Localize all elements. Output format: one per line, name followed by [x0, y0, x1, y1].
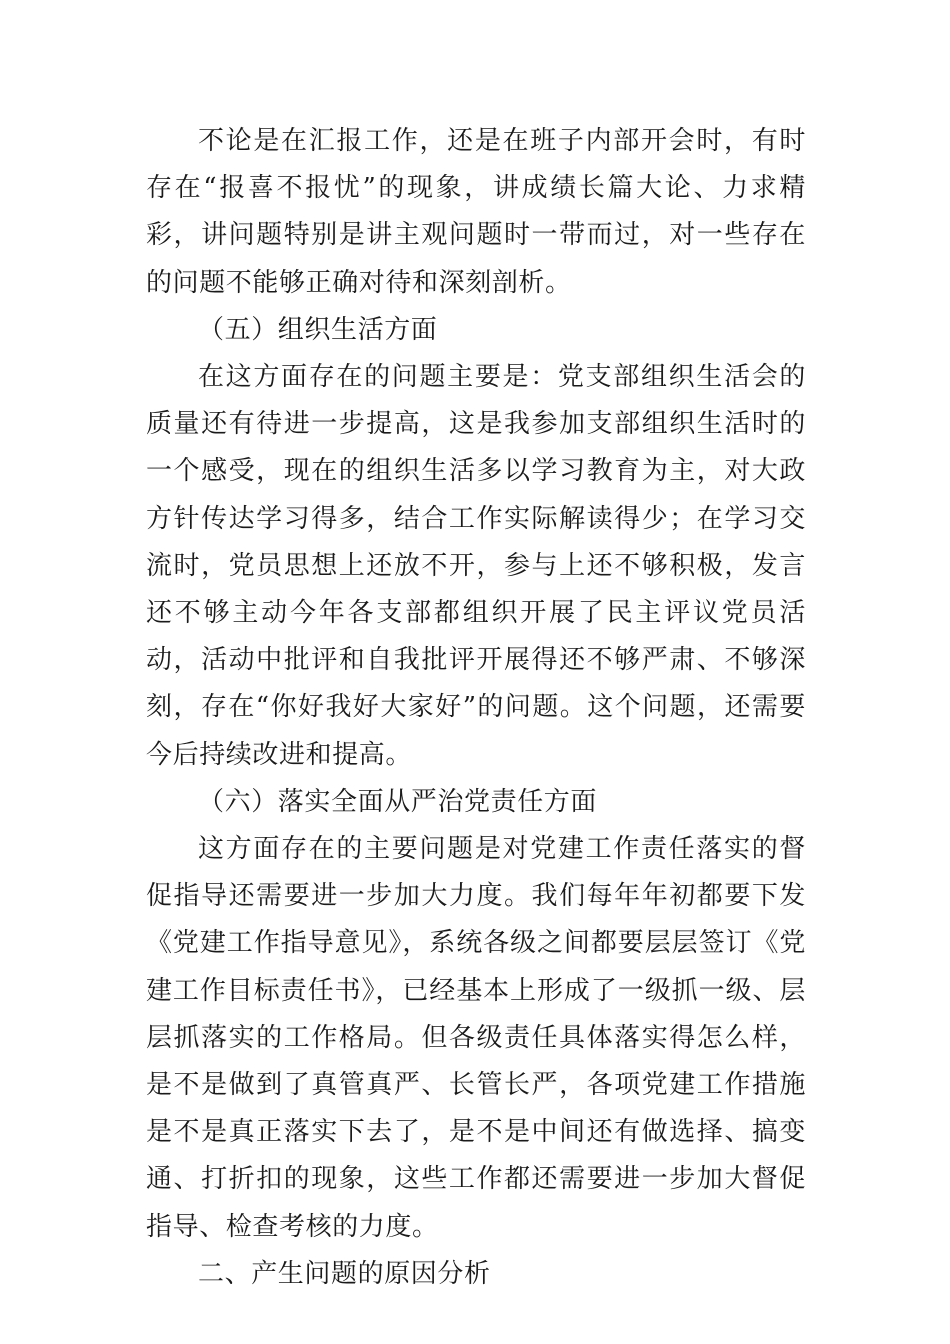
paragraph-reporting-problem: 不论是在汇报工作，还是在班子内部开会时，有时存在“报喜不报忧”的现象，讲成绩长篇大论、力求精彩，讲问题特别是讲主观问题时一带而过，对一些存在的问题不能够正确对待和深刻剖析。 [146, 126, 806, 298]
heading-cause-analysis: 二、产生问题的原因分析 [198, 1258, 491, 1289]
paragraph-party-responsibility: 这方面存在的主要问题是对党建工作责任落实的督促指导还需要进一步加大力度。我们每年年初都要下发《党建工作指导意见》，系统各级之间都要层层签订《党建工作目标责任书》，已经基本上形成了一级抓一级、层层抓落实的工作格局。但各级责任具体落实得怎么样，是不是做到了真管真严、长管长严，各项党建工作措施是不是真正落实下去了，是不是中间还有做选择、搞变通、打折扣的现象，这些工作都还需要进一步加大督促指导、检查考核的力度。 [146, 834, 806, 1242]
heading-organizational-life: （五）组织生活方面 [198, 314, 438, 345]
heading-party-responsibility: （六）落实全面从严治党责任方面 [198, 786, 598, 817]
paragraph-organizational-life: 在这方面存在的问题主要是：党支部组织生活会的质量还有待进一步提高，这是我参加支部组织生活时的一个感受，现在的组织生活多以学习教育为主，对大政方针传达学习得多，结合工作实际解读得少；在学习交流时，党员思想上还放不开，参与上还不够积极，发言还不够主动今年各支部都组织开展了民主评议党员活动，活动中批评和自我批评开展得还不够严肃、不够深刻，存在“你好我好大家好”的问题。这个问题，还需要今后持续改进和提高。 [146, 362, 806, 770]
document-body [146, 118, 806, 1298]
